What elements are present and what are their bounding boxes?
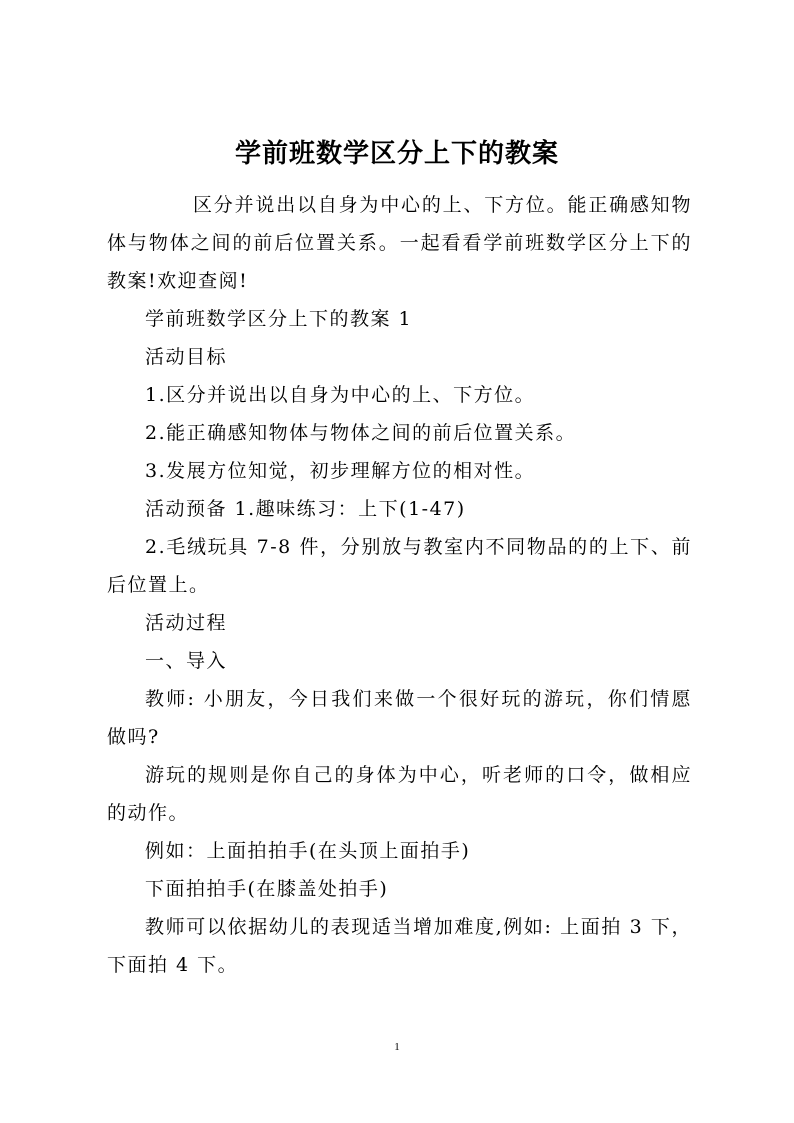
example-up: 例如：上面拍拍手(在头顶上面拍手): [145, 840, 471, 862]
process-step-intro: 一、导入: [145, 650, 228, 672]
preparation-item-1: 活动预备 1.趣味练习：上下(1-47): [145, 498, 466, 520]
document-title: 学前班数学区分上下的教案: [234, 139, 559, 169]
lesson-heading: 学前班数学区分上下的教案 1: [145, 308, 413, 330]
example-down: 下面拍拍手(在膝盖处拍手): [145, 878, 389, 900]
preparation-item-2: 2.毛绒玩具 7-8 件，分别放与教室内不同物品的的上下、前后位置上。: [107, 536, 692, 596]
teacher-dialogue: 教师: 小朋友，今日我们来做一个很好玩的游玩，你们情愿做吗?: [107, 688, 692, 748]
section-heading-process: 活动过程: [145, 612, 228, 634]
goal-item-2: 2.能正确感知物体与物体之间的前后位置关系。: [145, 422, 577, 444]
difficulty-note: 教师可以依据幼儿的表现适当增加难度,例如: 上面拍 3 下，下面拍 4 下。: [107, 916, 692, 976]
section-heading-goals: 活动目标: [145, 346, 228, 368]
goal-item-3: 3.发展方位知觉，初步理解方位的相对性。: [145, 460, 536, 482]
page-number: 1: [394, 1041, 400, 1053]
game-rules: 游玩的规则是你自己的身体为中心，听老师的口令，做相应的动作。: [107, 764, 692, 824]
document-body: [107, 186, 692, 984]
intro-paragraph: 区分并说出以自身为中心的上、下方位。能正确感知物体与物体之间的前后位置关系。一起看看学前班数学区分上下的教案!欢迎查阅!: [107, 194, 692, 292]
goal-item-1: 1.区分并说出以自身为中心的上、下方位。: [145, 384, 536, 406]
